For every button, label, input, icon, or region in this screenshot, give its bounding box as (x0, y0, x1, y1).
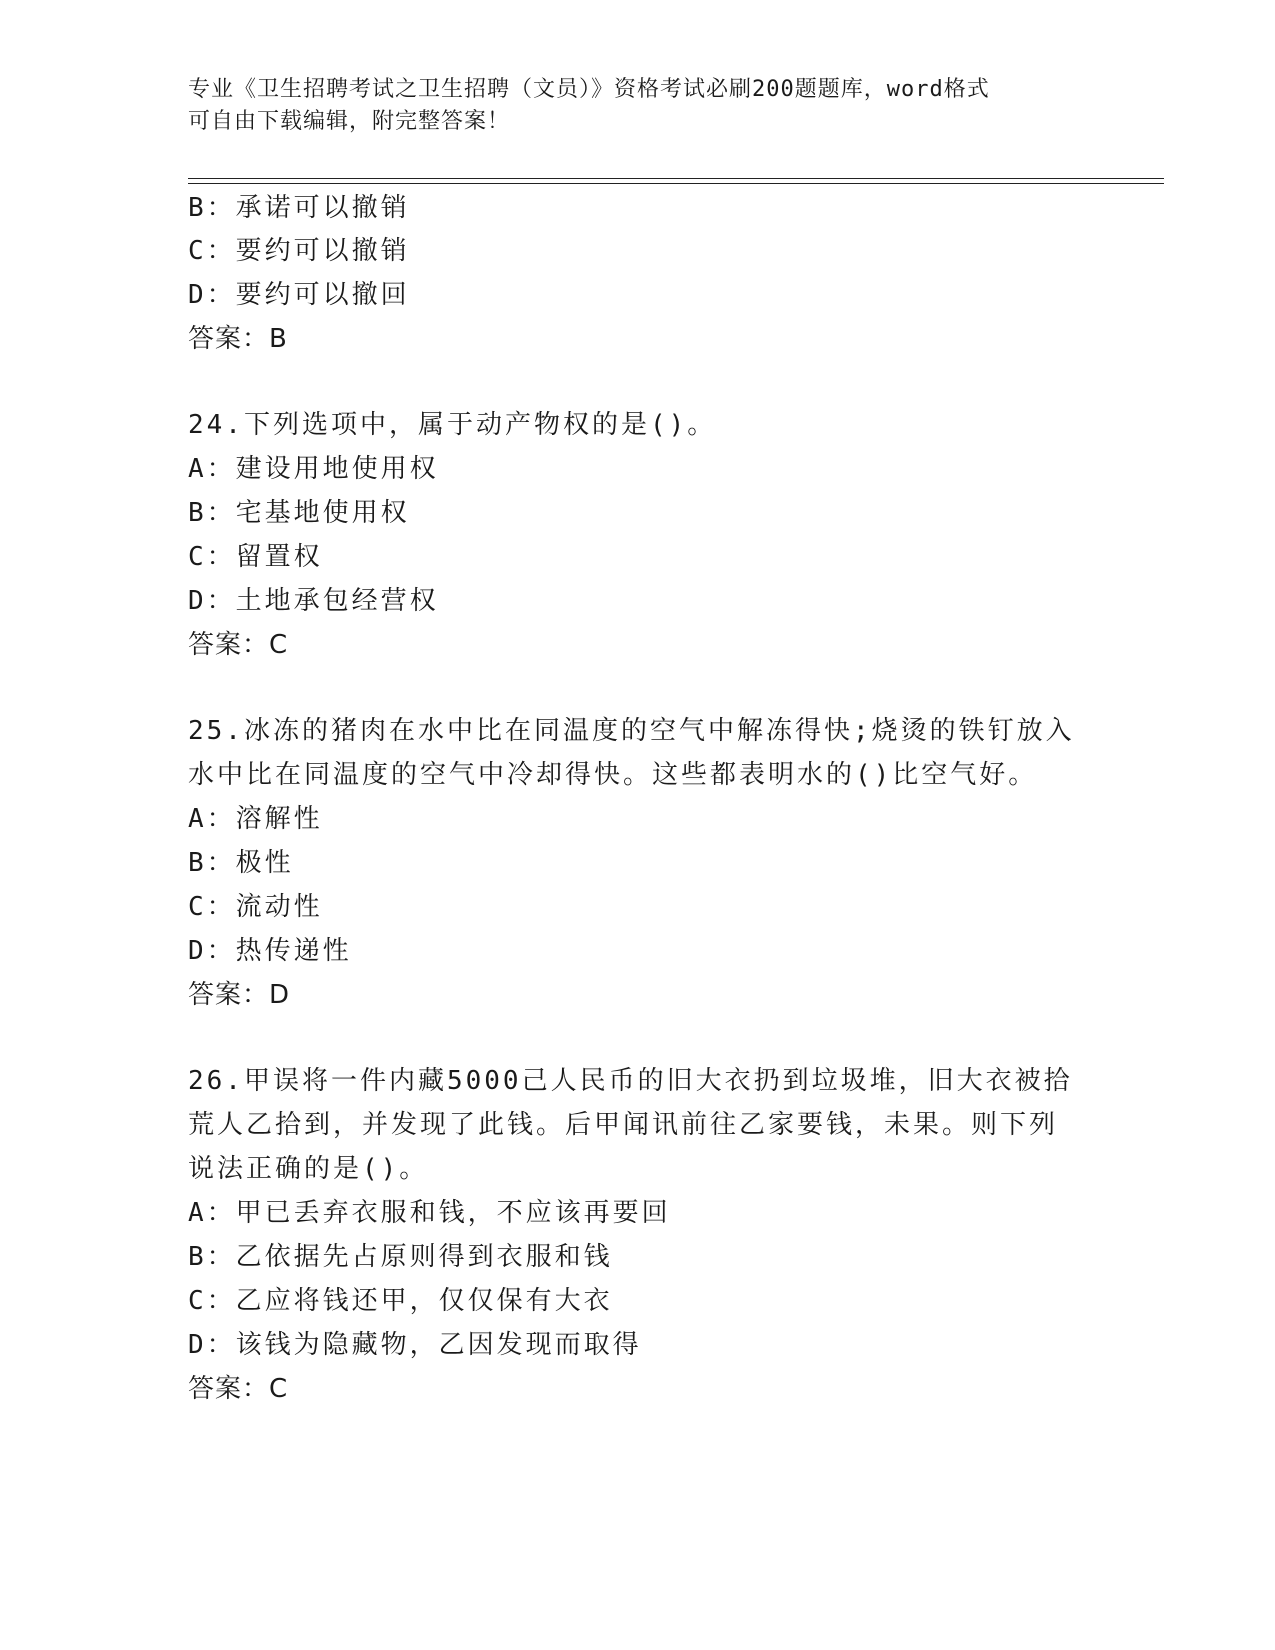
option-d: D：土地承包经营权 (188, 586, 439, 616)
question-text: 说法正确的是()。 (188, 1154, 429, 1184)
option-a: A：溶解性 (188, 804, 323, 834)
header-line-1: 专业《卫生招聘考试之卫生招聘（文员）》资格考试必刷200题题库，word格式 (188, 77, 990, 102)
option-a: A：甲已丢弃衣服和钱，不应该再要回 (188, 1198, 671, 1228)
answer: 答案：C (188, 630, 289, 660)
option-d: D：热传递性 (188, 936, 352, 966)
option-c: C：要约可以撤销 (188, 236, 410, 266)
option-d: D：该钱为隐藏物，乙因发现而取得 (188, 1330, 642, 1360)
question-text: 荒人乙拾到，并发现了此钱。后甲闻讯前往乙家要钱，未果。则下列 (188, 1110, 1059, 1140)
answer: 答案：D (188, 980, 291, 1010)
document-header (188, 74, 1068, 138)
answer: 答案：B (188, 324, 288, 354)
option-c: C：乙应将钱还甲，仅仅保有大衣 (188, 1286, 613, 1316)
option-b: B：乙依据先占原则得到衣服和钱 (188, 1242, 613, 1272)
option-b: B：承诺可以撤销 (188, 193, 410, 223)
question-text: 24.下列选项中，属于动产物权的是()。 (188, 410, 717, 440)
option-b: B：宅基地使用权 (188, 498, 410, 528)
option-b: B：极性 (188, 848, 294, 878)
header-line-2: 可自由下载编辑，附完整答案！ (188, 109, 511, 134)
option-c: C：流动性 (188, 892, 323, 922)
header-divider-bottom (188, 183, 1164, 184)
question-text: 26.甲误将一件内藏5000己人民币的旧大衣扔到垃圾堆，旧大衣被拾 (188, 1066, 1073, 1096)
answer: 答案：C (188, 1374, 289, 1404)
option-c: C：留置权 (188, 542, 323, 572)
header-divider-top (188, 178, 1164, 179)
option-d: D：要约可以撤回 (188, 280, 410, 310)
question-text: 水中比在同温度的空气中冷却得快。这些都表明水的()比空气好。 (188, 760, 1038, 790)
question-text: 25.冰冻的猪肉在水中比在同温度的空气中解冻得快;烧烫的铁钉放入 (188, 716, 1075, 746)
option-a: A：建设用地使用权 (188, 454, 439, 484)
